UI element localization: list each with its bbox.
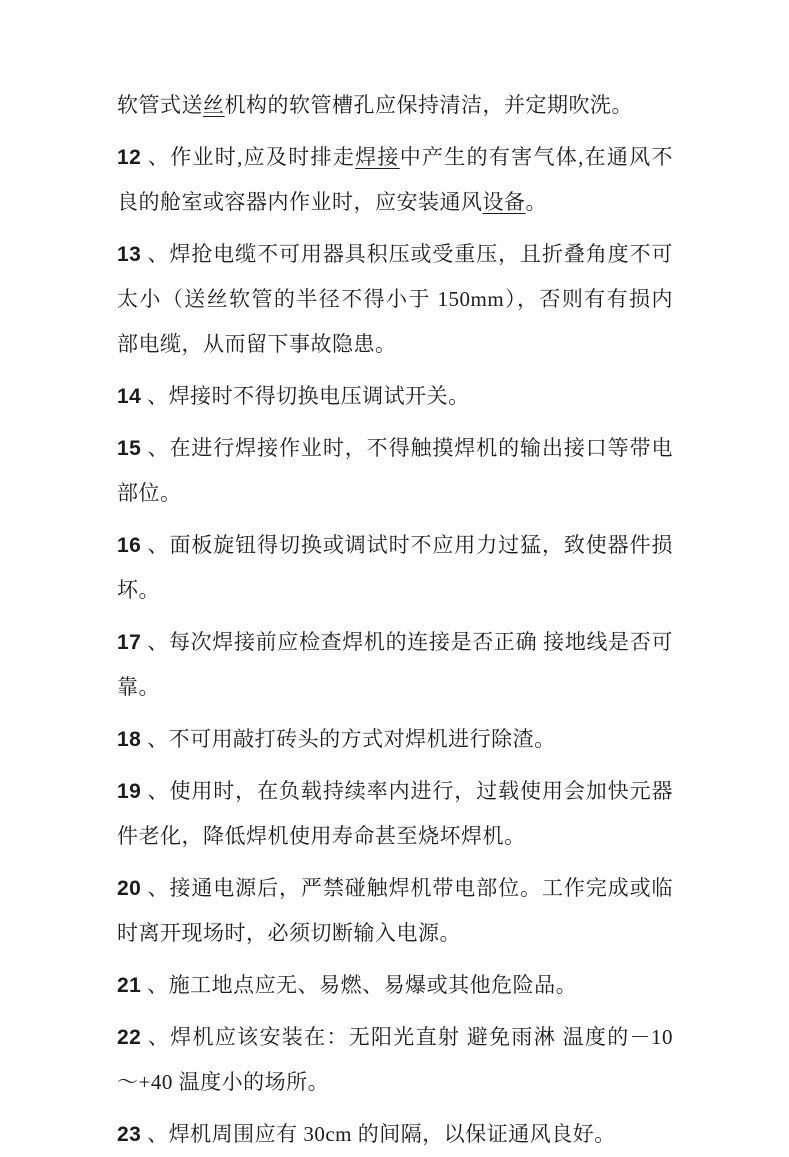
item-number: 23 — [117, 1123, 142, 1146]
underlined-text-run: 焊接 — [355, 145, 400, 169]
item-number: 21 — [117, 974, 142, 997]
paragraph — [117, 83, 673, 128]
paragraph — [117, 620, 673, 710]
paragraph — [117, 374, 673, 419]
paragraph — [117, 232, 673, 367]
item-number: 19 — [117, 780, 142, 803]
paragraph — [117, 769, 673, 859]
item-number: 18 — [117, 728, 142, 751]
item-number: 13 — [117, 243, 142, 266]
text-run: 机构的软管槽孔应保持清洁，并定期吹洗。 — [224, 93, 633, 117]
paragraph — [117, 523, 673, 613]
text-run: 、不可用敲打砖头的方式对焊机进行除渣。 — [147, 727, 556, 751]
text-run: 、焊抢电缆不可用器具积压或受重压，且折叠角度不可太小（送丝软管的半径不得小于 150mm），否则有有损内部电缆，从而留下事故隐患。 — [117, 242, 674, 356]
text-run: 、焊机应该安装在：无阳光直射 避免雨淋 温度的－10～+40 温度小的场所。 — [117, 1025, 674, 1094]
text-run: 、在进行焊接作业时，不得触摸焊机的输出接口等带电部位。 — [117, 436, 674, 505]
item-number: 16 — [117, 534, 142, 557]
text-run: 、每次焊接前应检查焊机的连接是否正确 接地线是否可靠。 — [117, 630, 674, 699]
item-number: 14 — [117, 385, 142, 408]
item-number: 22 — [117, 1026, 142, 1049]
document-content — [117, 83, 673, 1157]
text-run: 、面板旋钮得切换或调试时不应用力过猛，致使器件损坏。 — [117, 533, 674, 602]
text-run: 、施工地点应无、易燃、易爆或其他危险品。 — [147, 973, 578, 997]
text-run: 、作业时,应及时排走 — [147, 145, 356, 169]
paragraph — [117, 866, 673, 956]
text-run: 、接通电源后，严禁碰触焊机带电部位。工作完成或临时离开现场时，必须切断输入电源。 — [117, 876, 674, 945]
underlined-text-run: 设备 — [482, 190, 526, 214]
text-run: 。 — [525, 190, 547, 214]
paragraph — [117, 426, 673, 516]
paragraph — [117, 717, 673, 762]
text-run: 中产生的有害气体,在通风不良的舱室或容器内作业时，应安装通风 — [117, 145, 674, 214]
underlined-text-run: 丝 — [203, 93, 225, 117]
text-run: 、焊接时不得切换电压调试开关。 — [147, 384, 470, 408]
item-number: 12 — [117, 146, 142, 169]
text-run: 、使用时，在负载持续率内进行，过载使用会加快元器件老化，降低焊机使用寿命甚至烧坏焊机。 — [117, 779, 674, 848]
item-number: 17 — [117, 631, 142, 654]
paragraph — [117, 963, 673, 1008]
item-number: 20 — [117, 877, 142, 900]
item-number: 15 — [117, 437, 142, 460]
text-run: 软管式送 — [117, 93, 203, 117]
paragraph — [117, 1015, 673, 1105]
paragraph — [117, 1112, 673, 1157]
text-run: 、焊机周围应有 30cm 的间隔，以保证通风良好。 — [147, 1122, 616, 1146]
paragraph — [117, 135, 673, 225]
